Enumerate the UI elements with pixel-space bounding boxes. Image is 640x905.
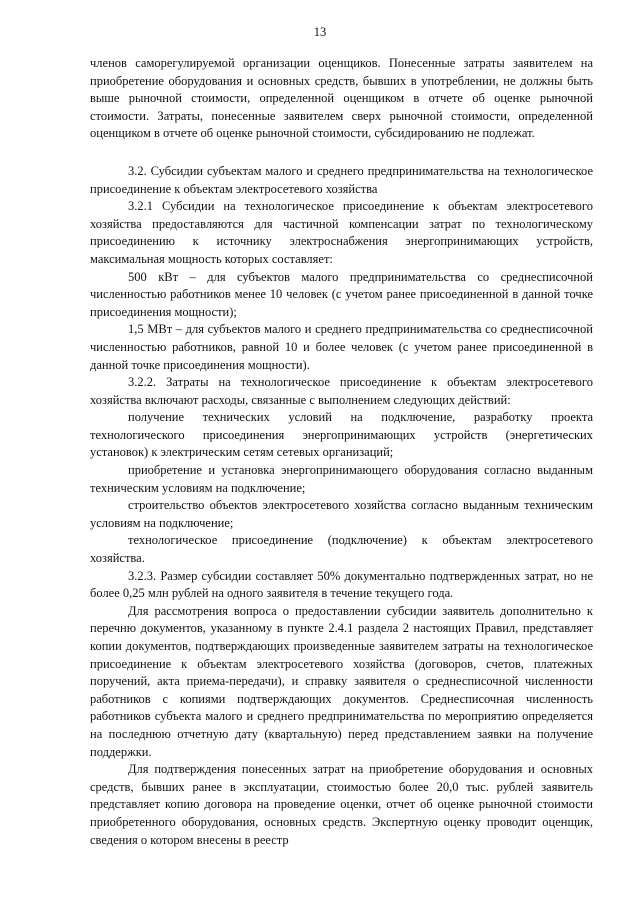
paragraph: 500 кВт – для субъектов малого предпринимательства со среднесписочной численностью работников менее 10 человек (с учетом ранее присоединенной в данной точке присоединения мощности);: [90, 269, 593, 319]
list-item: строительство объектов электросетевого хозяйства согласно выданным техническим условиям на подключение;: [90, 498, 593, 530]
list-item: получение технических условий на подключение, разработку проекта технологического присоединения энергопринимающих устройств (энергетических установок) к электрическим сетям сетевых организаций;: [90, 410, 593, 460]
paragraph: 3.2.1 Субсидии на технологическое присоединение к объектам электросетевого хозяйства предоставляются для частичной компенсации затрат по технологическому присоединению к источнику электроснабжения энергопринимающих устройств, максимальная мощность которых составляет:: [90, 199, 593, 266]
list-item: технологическое присоединение (подключение) к объектам электросетевого хозяйства.: [90, 533, 593, 566]
paragraph: 1,5 МВт – для субъектов малого и среднего предпринимательства со среднесписочной численностью работников, равной 10 и более человек (с учетом ранее присоединенной в данной точке присоединения мощности).: [90, 322, 593, 372]
paragraph: 3.2.2. Затраты на технологическое присоединение к объектам электросетевого хозяйства включают расходы, связанные с выполнением следующих действий:: [90, 375, 593, 407]
paragraph: Для подтверждения понесенных затрат на приобретение оборудования и основных средств, бывших ранее в эксплуатации, стоимостью более 20,0 тыс. рублей заявитель представляет копию договора на проведение оценки, отчет об оценке рыночной стоимости приобретенного оборудования, основных средств. Экспертную оценку проводит оценщик, сведения о котором внесены в реестр: [90, 762, 593, 847]
paragraph: 3.2.3. Размер субсидии составляет 50% документально подтвержденных затрат, но не более 0,25 млн рублей на одного заявителя в течение текущего года.: [90, 568, 593, 601]
paragraph: членов саморегулируемой организации оценщиков. Понесенные затраты заявителем на приобретение оборудования и основных средств, бывших в употреблении, не должны быть выше рыночной стоимости, определенной оценщиком в отчете об оценке рыночной стоимости. Затраты, понесенные заявителем сверх рыночной стоимости, определенной оценщиком в отчете об оценке рыночной стоимости, субсидированию не подлежат.: [90, 56, 593, 141]
document-body: [90, 55, 593, 849]
list-item: приобретение и установка энергопринимающего оборудования согласно выданным техническим условиям на подключение;: [90, 463, 593, 495]
page-number: 13: [313, 25, 327, 39]
paragraph: Для рассмотрения вопроса о предоставлении субсидии заявитель дополнительно к перечню документов, указанному в пункте 2.4.1 раздела 2 настоящих Правил, представляет копии документов, подтверждающих произведенные заявителем затраты на технологическое присоединение к объектам электросетевого хозяйства (договоров, счетов, платежных поручений, акта приема-передачи), и справку заявителя о среднесписочной численности работников с копиями подтверждающих документов. Среднесписочная численность работников субъекта малого и среднего предпринимательства по мероприятию определяется на последнюю отчетную дату (квартальную) перед представлением заявки на получение поддержки.: [90, 603, 593, 759]
section-heading: 3.2. Субсидии субъектам малого и среднего предпринимательства на технологическое присоединение к объектам электросетевого хозяйства: [90, 163, 593, 196]
